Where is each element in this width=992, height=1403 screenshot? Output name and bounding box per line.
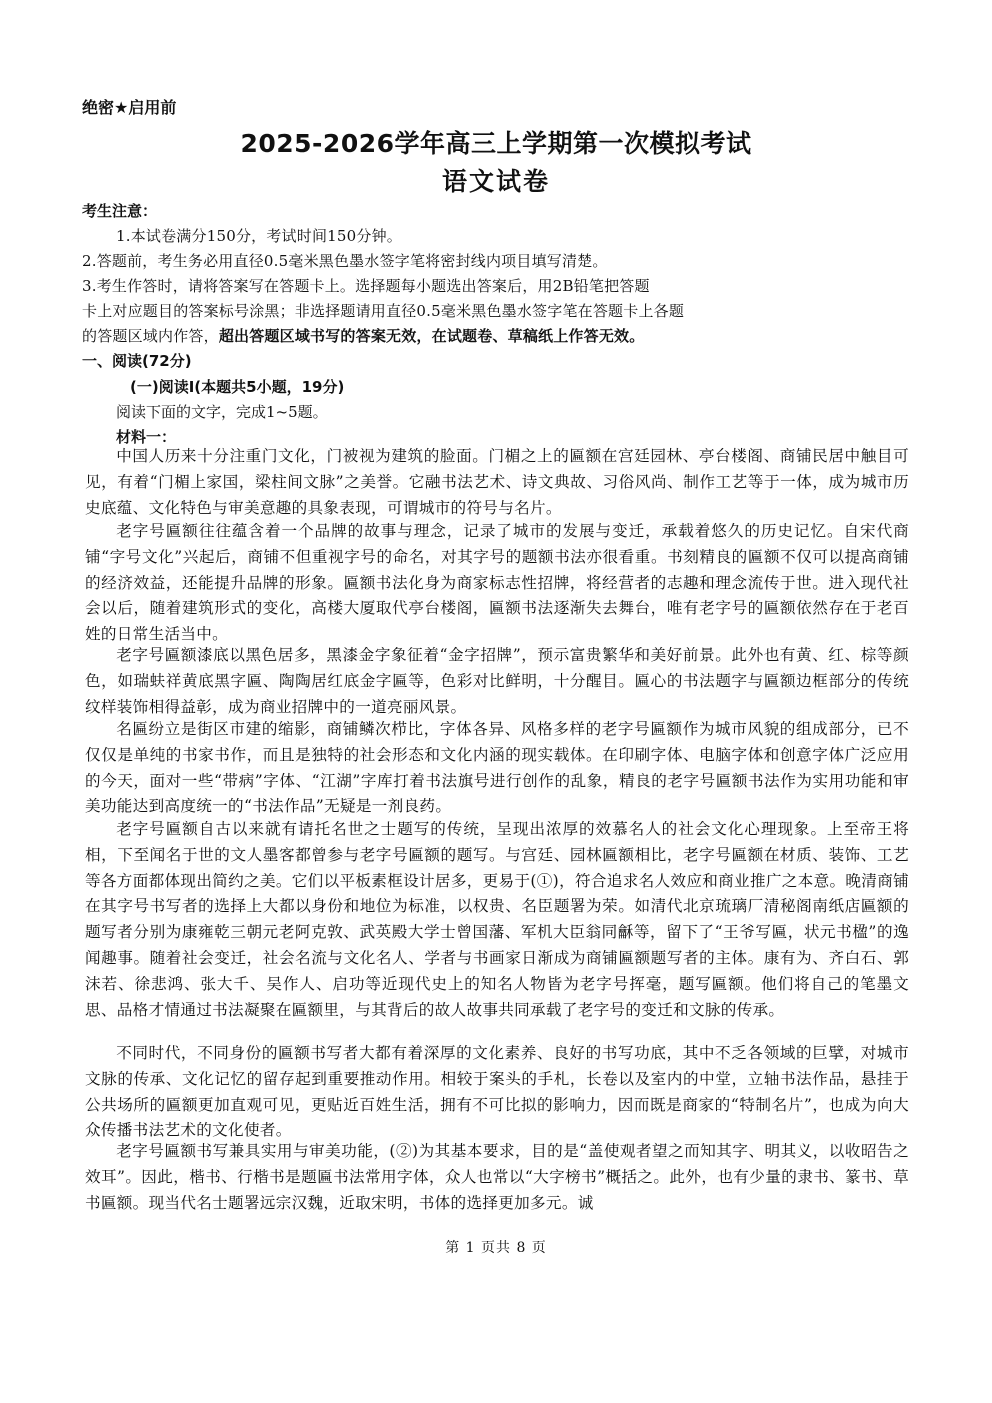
notice-item-3-line-2: 卡上对应题目的答案标号涂黑；非选择题请用直径0.5毫米黑色墨水签字笔在答题卡上各题 <box>82 302 685 320</box>
paragraph-7: 老字号匾额书写兼具实用与审美功能，(②)为其基本要求，目的是“盖使观者望之而知其字、明其义，以收昭告之效耳”。因此，楷书、行楷书是题匾书法常用字体，众人也常以“大字榜书”概括之。此外，也有少量的隶书、篆书、草书匾额。现当代名士题署远宗汉魏，近取宋明，书体的选择更加多元。诚 <box>85 1142 909 1212</box>
paragraph-1: 中国人历来十分注重门文化，门被视为建筑的脸面。门楣之上的匾额在宫廷园林、亭台楼阁、商铺民居中触目可见，有着“门楣上家国，梁柱间文脉”之美誉。它融书法艺术、诗文典故、习俗风尚、制作工艺等于一体，成为城市历史底蕴、文化特色与审美意趣的具象表现，可谓城市的符号与名片。 <box>85 447 909 517</box>
notice-item-3-line-1: 3.考生作答时，请将答案写在答题卡上。选择题每小题选出答案后，用2B铅笔把答题 <box>82 277 650 295</box>
notice-item-3-bold-text: 超出答题区域书写的答案无效，在试题卷、草稿纸上作答无效。 <box>218 327 645 345</box>
page-number: 第 1 页共 8 页 <box>445 1240 547 1256</box>
notice-item-1: 1.本试卷满分150分，考试时间150分钟。 <box>116 227 402 245</box>
exam-title: 2025-2026学年高三上学期第一次模拟考试 <box>240 129 752 158</box>
exam-subject-title: 语文试卷 <box>441 167 550 196</box>
notice-item-2: 2.答题前，考生务必用直径0.5毫米黑色墨水签字笔将密封线内项目填写清楚。 <box>82 252 608 270</box>
section-heading: 一、阅读(72分) <box>82 352 192 370</box>
subsection-heading: (一)阅读Ⅰ(本题共5小题，19分) <box>130 378 345 396</box>
notice-heading: 考生注意： <box>82 202 158 220</box>
confidential-label: 绝密★启用前 <box>82 98 177 117</box>
material-label: 材料一： <box>116 428 177 446</box>
paragraph-6: 不同时代，不同身份的匾额书写者大都有着深厚的文化素养、良好的书写功底，其中不乏各领域的巨擘，对城市文脉的传承、文化记忆的留存起到重要推动作用。相较于案头的手札，长卷以及室内的中堂，立轴书法作品，悬挂于公共场所的匾额更加直观可见，更贴近百姓生活，拥有不可比拟的影响力，因而既是商家的“特制名片”，也成为向大众传播书法艺术的文化使者。 <box>85 1044 909 1140</box>
notice-item-3-normal-text: 的答题区域内作答， <box>82 327 219 345</box>
paragraph-4: 名匾纷立是街区市建的缩影，商铺鳞次栉比，字体各异、风格多样的老字号匾额作为城市风貌的组成部分，已不仅仅是单纯的书家书作，而且是独特的社会形态和文化内涵的现实载体。在印刷字体、电脑字体和创意字体广泛应用的今天，面对一些“带病”字体、“江湖”字库打着书法旗号进行创作的乱象，精良的老字号匾额书法作为实用功能和审美功能达到高度统一的“书法作品”无疑是一剂良药。 <box>85 720 909 816</box>
paragraph-5: 老字号匾额自古以来就有请托名世之士题写的传统，呈现出浓厚的效慕名人的社会文化心理现象。上至帝王将相，下至闻名于世的文人墨客都曾参与老字号匾额的题写。与宫廷、园林匾额相比，老字号匾额在材质、装饰、工艺等各方面都体现出简约之美。它们以平板素框设计居多，更易于(①)，符合追求名人效应和商业推广之本意。晚清商铺在其字号书写者的选择上大都以身份和地位为标准，以权贵、名臣题署为荣。如清代北京琉璃厂清秘阁南纸店匾额的题写者分别为康雍乾三朝元老阿克敦、武英殿大学士曾国藩、军机大臣翁同龢等，留下了“王爷写匾，状元书楹”的逸闻趣事。随着社会变迁，社会名流与文化名人、学者与书画家日渐成为商铺匾额题写者的主体。康有为、齐白石、郭沫若、徐悲鸿、张大千、吴作人、启功等近现代史上的知名人物皆为老字号挥毫，题写匾额。他们将自己的笔墨文思、品格才情通过书法凝聚在匾额里，与其背后的故人故事共同承载了老字号的变迁和文脉的传承。 <box>85 820 909 1019</box>
notice-item-3-line-3 <box>82 325 644 346</box>
paragraph-3: 老字号匾额漆底以黑色居多，黑漆金字象征着“金字招牌”，预示富贵繁华和美好前景。此外也有黄、红、棕等颜色，如瑞蚨祥黄底黑字匾、陶陶居红底金字匾等，色彩对比鲜明，十分醒目。匾心的书法题字与匾额边框部分的传统纹样装饰相得益彰，成为商业招牌中的一道亮丽风景。 <box>85 646 909 716</box>
paragraph-2: 老字号匾额往往蕴含着一个品牌的故事与理念，记录了城市的发展与变迁，承载着悠久的历史记忆。自宋代商铺“字号文化”兴起后，商铺不但重视字号的命名，对其字号的题额书法亦很看重。书刻精良的匾额不仅可以提高商铺的经济效益，还能提升品牌的形象。匾额书法化身为商家标志性招牌，将经营者的志趣和理念流传于世。进入现代社会以后，随着建筑形式的变化，高楼大厦取代亭台楼阁，匾额书法逐渐失去舞台，唯有老字号的匾额依然存在于老百姓的日常生活当中。 <box>85 522 909 644</box>
reading-instruction: 阅读下面的文字，完成1~5题。 <box>116 403 328 421</box>
